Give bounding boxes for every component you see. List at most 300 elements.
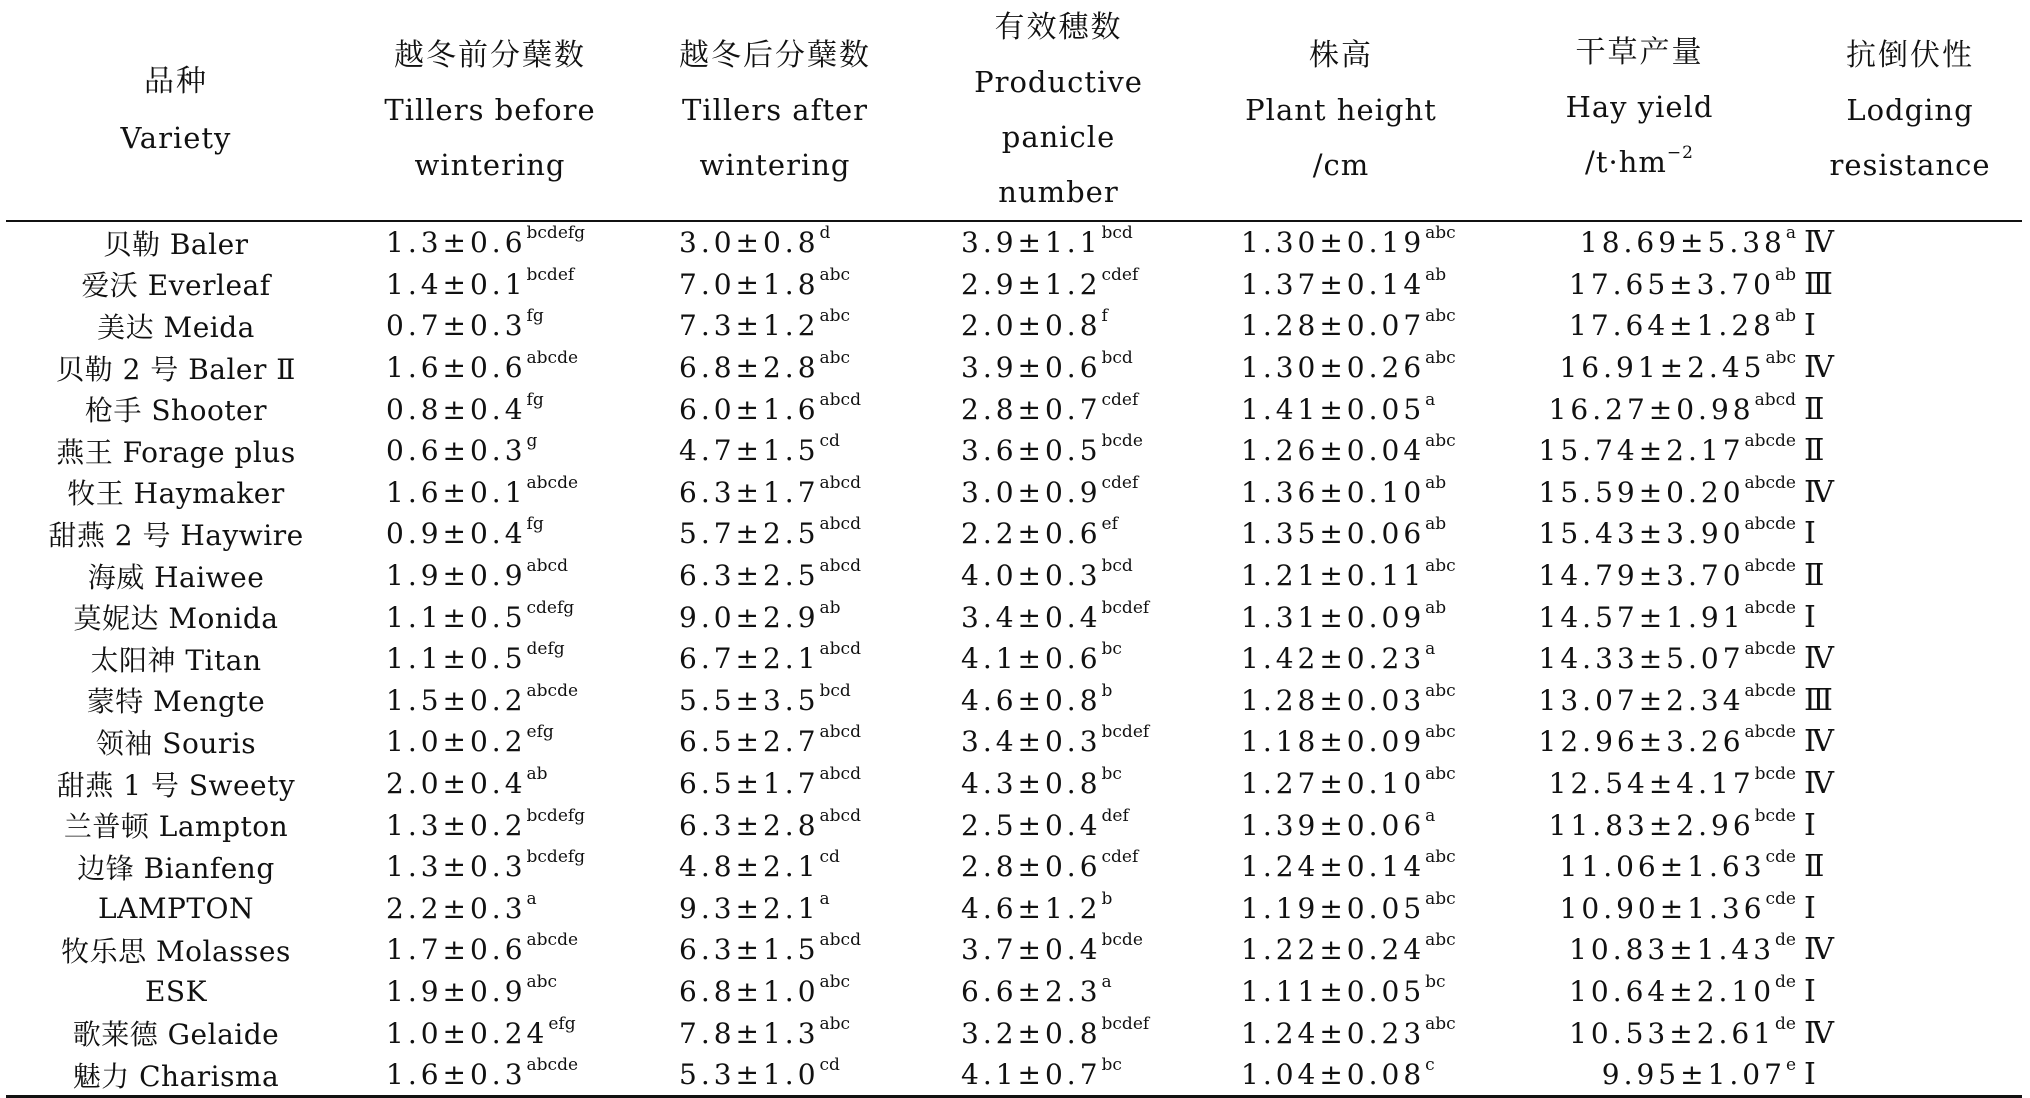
panicle-value: 6.6±2.3 (961, 974, 1102, 1008)
panicle-cell (916, 763, 1201, 805)
tillers-after-significance: abc (819, 306, 851, 327)
panicle-cell (916, 971, 1201, 1013)
panicle-value: 4.0±0.3 (961, 559, 1102, 593)
hay-yield-value: 16.91±2.45 (1559, 351, 1766, 385)
header-hay-en2-wrap (1481, 135, 1798, 195)
tillers-after-cell (634, 680, 916, 722)
tillers-before-cell (346, 971, 634, 1013)
panicle-significance: b (1101, 680, 1113, 701)
tillers-after-significance: abcd (819, 805, 861, 826)
tillers-before-value: 1.0±0.2 (386, 725, 527, 759)
tillers-after-significance: abcd (819, 722, 861, 743)
tillers-after-cell (634, 513, 916, 555)
tillers-before-value: 2.2±0.3 (386, 891, 527, 925)
hay-yield-value: 14.57±1.91 (1538, 600, 1745, 634)
tillers-before-value: 1.4±0.1 (386, 267, 527, 301)
plant-height-cell (1201, 1054, 1481, 1097)
tillers-after-cell (634, 1012, 916, 1054)
tillers-before-value: 1.1±0.5 (386, 642, 527, 676)
variety-performance-table (6, 0, 2022, 1098)
tillers-before-significance: abcde (526, 680, 579, 701)
hay-yield-significance: abcde (1744, 431, 1796, 452)
lodging-cell: Ⅳ (1804, 474, 1834, 510)
plant-height-value: 1.28±0.07 (1241, 309, 1426, 343)
header-height (1201, 0, 1481, 221)
header-lodging (1798, 0, 2022, 221)
panicle-value: 4.6±0.8 (961, 683, 1102, 717)
panicle-cell (916, 680, 1201, 722)
panicle-significance: bcd (1101, 556, 1133, 577)
lodging-cell: Ⅲ (1804, 266, 1833, 302)
hay-yield-cell (1481, 846, 1798, 888)
header-lodging-en2: resistance (1829, 147, 1991, 182)
tillers-after-value: 9.0±2.9 (679, 600, 820, 634)
tillers-after-significance: abc (819, 348, 851, 369)
panicle-significance: bcd (1101, 223, 1133, 244)
tillers-after-significance: abc (819, 1013, 851, 1034)
variety-cell: 美达 Meida (97, 310, 255, 344)
hay-yield-significance: de (1775, 930, 1796, 951)
hay-yield-value: 12.54±4.17 (1548, 767, 1755, 801)
plant-height-cell (1201, 929, 1481, 971)
tillers-before-cell (346, 888, 634, 930)
table-row (6, 513, 2022, 555)
tillers-after-cell (634, 763, 916, 805)
tillers-after-significance: abcd (819, 930, 861, 951)
hay-yield-cell (1481, 680, 1798, 722)
tillers-before-cell (346, 472, 634, 514)
panicle-value: 3.7±0.4 (961, 933, 1102, 967)
tillers-after-value: 4.7±1.5 (679, 434, 820, 468)
plant-height-value: 1.41±0.05 (1241, 392, 1426, 426)
table-row (6, 430, 2022, 472)
tillers-before-value: 1.6±0.1 (386, 475, 527, 509)
hay-yield-cell (1481, 1054, 1798, 1097)
hay-yield-cell (1481, 929, 1798, 971)
tillers-after-value: 6.8±1.0 (679, 974, 820, 1008)
panicle-significance: bcde (1101, 930, 1143, 951)
tillers-after-cell (634, 430, 916, 472)
plant-height-significance: abc (1425, 930, 1456, 951)
hay-yield-value: 14.33±5.07 (1538, 642, 1745, 676)
plant-height-value: 1.28±0.03 (1241, 683, 1426, 717)
plant-height-value: 1.24±0.23 (1241, 1016, 1426, 1050)
tillers-before-value: 0.6±0.3 (386, 434, 527, 468)
plant-height-significance: abc (1425, 223, 1456, 244)
header-hay-en2-sup: −2 (1666, 143, 1694, 163)
hay-yield-cell (1481, 430, 1798, 472)
panicle-cell (916, 929, 1201, 971)
panicle-significance: cdef (1101, 847, 1139, 868)
variety-cell: 甜燕 1 号 Sweety (56, 768, 296, 802)
panicle-cell (916, 305, 1201, 347)
hay-yield-significance: de (1775, 971, 1796, 992)
header-panicle (916, 0, 1201, 221)
header-hay-zh: 干草产量 (1575, 35, 1704, 70)
tillers-after-significance: abcd (819, 556, 861, 577)
tillers-before-value: 1.3±0.6 (386, 226, 527, 260)
panicle-significance: def (1101, 805, 1129, 826)
variety-cell: 魅力 Charisma (6, 1054, 346, 1097)
hay-yield-value: 11.06±1.63 (1559, 850, 1766, 884)
panicle-significance: bcdef (1101, 597, 1150, 618)
panicle-cell (916, 638, 1201, 680)
table-row (6, 721, 2022, 763)
lodging-cell: Ⅱ (1804, 558, 1825, 594)
plant-height-value: 1.31±0.09 (1241, 600, 1426, 634)
tillers-before-significance: fg (526, 389, 544, 410)
tillers-after-significance: abcd (819, 764, 861, 785)
tillers-before-value: 1.1±0.5 (386, 600, 527, 634)
plant-height-significance: ab (1425, 472, 1447, 493)
header-tillers-after-en1: Tillers after (682, 92, 868, 127)
tillers-after-cell (634, 721, 916, 763)
tillers-after-cell (634, 638, 916, 680)
hay-yield-value: 14.79±3.70 (1538, 559, 1745, 593)
tillers-before-cell (346, 221, 634, 264)
plant-height-significance: a (1425, 389, 1436, 410)
tillers-after-cell (634, 929, 916, 971)
panicle-value: 3.9±1.1 (961, 226, 1102, 260)
panicle-cell (916, 264, 1201, 306)
tillers-before-cell (346, 638, 634, 680)
hay-yield-significance: abcde (1744, 597, 1796, 618)
table-row (6, 596, 2022, 638)
hay-yield-cell (1481, 721, 1798, 763)
hay-yield-significance: e (1785, 1055, 1796, 1076)
panicle-value: 3.4±0.3 (961, 725, 1102, 759)
panicle-significance: bcdef (1101, 1013, 1150, 1034)
panicle-cell (916, 513, 1201, 555)
tillers-before-cell (346, 929, 634, 971)
panicle-cell (916, 804, 1201, 846)
variety-cell: 牧王 Haymaker (67, 477, 285, 511)
panicle-significance: bc (1101, 639, 1122, 660)
variety-cell: 兰普顿 Lampton (63, 810, 289, 844)
hay-yield-value: 11.83±2.96 (1548, 808, 1755, 842)
panicle-value: 2.5±0.4 (961, 808, 1102, 842)
panicle-value: 4.3±0.8 (961, 767, 1102, 801)
variety-cell: 枪手 Shooter (84, 394, 268, 428)
lodging-cell: Ⅳ (1804, 724, 1834, 760)
table-row (6, 221, 2022, 264)
variety-cell: 贝勒 2 号 Baler Ⅱ (56, 352, 296, 386)
tillers-before-value: 1.6±0.6 (386, 351, 527, 385)
plant-height-cell (1201, 888, 1481, 930)
plant-height-cell (1201, 555, 1481, 597)
tillers-before-significance: fg (526, 514, 544, 535)
hay-yield-cell (1481, 804, 1798, 846)
tillers-before-cell (346, 264, 634, 306)
plant-height-cell (1201, 763, 1481, 805)
tillers-before-significance: defg (526, 639, 565, 660)
tillers-after-significance: abcd (819, 639, 861, 660)
panicle-significance: a (1101, 971, 1112, 992)
tillers-after-value: 6.3±1.5 (679, 933, 820, 967)
tillers-before-significance: bcdefg (526, 847, 586, 868)
tillers-before-significance: efg (548, 1013, 576, 1034)
tillers-before-value: 2.0±0.4 (386, 767, 527, 801)
hay-yield-significance: a (1785, 223, 1796, 244)
hay-yield-cell (1481, 555, 1798, 597)
tillers-after-significance: cd (819, 847, 840, 868)
tillers-after-value: 7.0±1.8 (679, 267, 820, 301)
tillers-after-cell (634, 971, 916, 1013)
table-row (6, 388, 2022, 430)
tillers-before-significance: abcde (526, 348, 579, 369)
tillers-before-significance: abc (526, 971, 558, 992)
tillers-before-value: 1.9±0.9 (386, 559, 527, 593)
hay-yield-value: 17.65±3.70 (1569, 267, 1775, 301)
tillers-before-significance: bcdefg (526, 223, 586, 244)
table-row (6, 305, 2022, 347)
tillers-after-value: 6.0±1.6 (679, 392, 820, 426)
variety-cell: LAMPTON (98, 891, 254, 925)
tillers-before-cell (346, 305, 634, 347)
tillers-after-cell (634, 1054, 916, 1097)
panicle-value: 3.9±0.6 (961, 351, 1102, 385)
tillers-after-value: 6.3±1.7 (679, 475, 820, 509)
tillers-before-significance: bcdef (526, 264, 575, 285)
tillers-before-cell (346, 596, 634, 638)
tillers-after-value: 6.5±2.7 (679, 725, 820, 759)
header-variety-en: Variety (120, 121, 232, 155)
lodging-cell: Ⅰ (1804, 599, 1816, 635)
variety-cell: 爱沃 Everleaf (81, 269, 271, 303)
panicle-cell (916, 347, 1201, 389)
plant-height-value: 1.22±0.24 (1241, 933, 1426, 967)
panicle-cell (916, 846, 1201, 888)
plant-height-cell (1201, 305, 1481, 347)
variety-cell: 甜燕 2 号 Haywire (48, 518, 304, 552)
panicle-significance: ef (1101, 514, 1118, 535)
hay-yield-significance: abcd (1754, 389, 1796, 410)
tillers-after-cell (634, 846, 916, 888)
panicle-cell (916, 1012, 1201, 1054)
tillers-after-significance: cd (819, 431, 840, 452)
plant-height-significance: a (1425, 639, 1436, 660)
table-row (6, 929, 2022, 971)
plant-height-value: 1.37±0.14 (1241, 267, 1426, 301)
plant-height-value: 1.30±0.26 (1241, 351, 1426, 385)
panicle-significance: cdef (1101, 264, 1139, 285)
header-lodging-zh: 抗倒伏性 (1846, 37, 1974, 73)
table-row (6, 347, 2022, 389)
header-row (6, 0, 2022, 221)
plant-height-significance: abc (1425, 556, 1456, 577)
tillers-before-significance: abcde (526, 930, 579, 951)
plant-height-value: 1.39±0.06 (1241, 808, 1426, 842)
plant-height-cell (1201, 221, 1481, 264)
tillers-before-cell (346, 1054, 634, 1097)
panicle-significance: bcde (1101, 431, 1143, 452)
plant-height-value: 1.30±0.19 (1241, 226, 1426, 260)
hay-yield-significance: abcde (1744, 514, 1796, 535)
panicle-value: 3.4±0.4 (961, 600, 1102, 634)
table-row (6, 555, 2022, 597)
lodging-cell: Ⅰ (1804, 973, 1816, 1009)
hay-yield-cell (1481, 347, 1798, 389)
panicle-cell (916, 221, 1201, 264)
tillers-after-cell (634, 305, 916, 347)
lodging-cell: Ⅳ (1804, 641, 1834, 677)
hay-yield-significance: de (1775, 1013, 1796, 1034)
tillers-before-cell (346, 388, 634, 430)
tillers-after-cell (634, 596, 916, 638)
plant-height-cell (1201, 347, 1481, 389)
panicle-value: 3.2±0.8 (961, 1016, 1102, 1050)
plant-height-value: 1.11±0.05 (1241, 974, 1426, 1008)
panicle-cell (916, 596, 1201, 638)
plant-height-significance: abc (1425, 348, 1456, 369)
panicle-significance: cdef (1101, 472, 1139, 493)
hay-yield-cell (1481, 513, 1798, 555)
tillers-after-value: 4.8±2.1 (679, 850, 820, 884)
header-tillers-after-zh: 越冬后分蘖数 (679, 37, 871, 73)
tillers-before-value: 0.9±0.4 (386, 517, 527, 551)
plant-height-significance: bc (1425, 971, 1446, 992)
variety-cell: ESK (144, 974, 208, 1008)
lodging-cell: Ⅰ (1804, 890, 1816, 926)
plant-height-value: 1.24±0.14 (1241, 850, 1426, 884)
table-row (6, 638, 2022, 680)
plant-height-value: 1.04±0.08 (1241, 1058, 1426, 1092)
tillers-after-significance: abc (819, 264, 851, 285)
tillers-after-significance: a (819, 888, 830, 909)
panicle-value: 2.2±0.6 (961, 517, 1102, 551)
hay-yield-value: 10.83±1.43 (1569, 933, 1776, 967)
hay-yield-significance: cde (1765, 888, 1796, 909)
header-panicle-en1: Productive panicle (974, 65, 1143, 154)
header-variety (6, 0, 346, 221)
hay-yield-value: 18.69±5.38 (1579, 226, 1786, 260)
tillers-before-cell (346, 763, 634, 805)
tillers-after-significance: abcd (819, 389, 861, 410)
hay-yield-significance: abcde (1744, 556, 1796, 577)
tillers-before-significance: abcde (526, 472, 579, 493)
plant-height-cell (1201, 971, 1481, 1013)
hay-yield-value: 10.53±2.61 (1569, 1016, 1776, 1050)
variety-cell: 歌莱德 Gelaide (72, 1018, 280, 1052)
panicle-value: 3.0±0.9 (961, 475, 1102, 509)
plant-height-cell (1201, 638, 1481, 680)
plant-height-significance: abc (1425, 306, 1456, 327)
tillers-before-significance: abcd (526, 556, 568, 577)
panicle-significance: b (1101, 888, 1113, 909)
variety-cell: 牧乐思 Molasses (61, 934, 291, 968)
tillers-before-significance: g (526, 431, 538, 452)
variety-cell: 燕王 Forage plus (56, 435, 296, 469)
lodging-cell: Ⅲ (1804, 682, 1833, 718)
plant-height-significance: abc (1425, 431, 1456, 452)
tillers-before-value: 1.3±0.2 (386, 808, 527, 842)
hay-yield-significance: abc (1765, 348, 1796, 369)
tillers-before-cell (346, 804, 634, 846)
panicle-value: 4.6±1.2 (961, 891, 1102, 925)
table-row (6, 763, 2022, 805)
plant-height-value: 1.21±0.11 (1241, 559, 1426, 593)
plant-height-value: 1.18±0.09 (1241, 725, 1426, 759)
tillers-before-cell (346, 513, 634, 555)
tillers-after-value: 7.3±1.2 (679, 309, 820, 343)
hay-yield-cell (1481, 638, 1798, 680)
header-tillers-after-en2: wintering (699, 147, 851, 182)
hay-yield-cell (1481, 596, 1798, 638)
tillers-before-cell (346, 1012, 634, 1054)
tillers-after-value: 6.3±2.5 (679, 559, 820, 593)
tillers-after-significance: abc (819, 971, 851, 992)
plant-height-cell (1201, 430, 1481, 472)
hay-yield-value: 17.64±1.28 (1569, 309, 1775, 343)
table-row (6, 1054, 2022, 1097)
tillers-after-cell (634, 221, 916, 264)
hay-yield-cell (1481, 264, 1798, 306)
table-row (6, 472, 2022, 514)
table-row (6, 971, 2022, 1013)
header-panicle-en2: number (998, 175, 1119, 209)
hay-yield-significance: ab (1774, 306, 1796, 327)
variety-cell: 边锋 Bianfeng (77, 851, 275, 885)
tillers-after-cell (634, 888, 916, 930)
tillers-after-significance: abcd (819, 472, 861, 493)
header-panicle-zh: 有效穗数 (994, 10, 1123, 45)
lodging-cell: Ⅱ (1804, 391, 1825, 427)
hay-yield-significance: abcde (1744, 639, 1796, 660)
table-row (6, 680, 2022, 722)
table-row (6, 264, 2022, 306)
plant-height-cell (1201, 804, 1481, 846)
lodging-cell: Ⅱ (1804, 849, 1825, 885)
variety-cell: 太阳神 Titan (90, 643, 262, 677)
tillers-after-significance: bcd (819, 680, 851, 701)
tillers-before-significance: abcde (526, 1055, 579, 1076)
tillers-before-cell (346, 430, 634, 472)
tillers-before-value: 0.8±0.4 (386, 392, 527, 426)
tillers-after-significance: ab (819, 597, 841, 618)
panicle-cell (916, 888, 1201, 930)
tillers-after-value: 5.3±1.0 (679, 1058, 820, 1092)
tillers-after-value: 6.7±2.1 (679, 642, 820, 676)
tillers-before-value: 1.9±0.9 (386, 974, 527, 1008)
tillers-after-significance: d (819, 223, 831, 244)
tillers-after-cell (634, 347, 916, 389)
panicle-cell (916, 388, 1201, 430)
lodging-cell: Ⅰ (1804, 308, 1816, 344)
lodging-cell: Ⅳ (1804, 766, 1834, 802)
tillers-after-significance: cd (819, 1055, 840, 1076)
header-hay-en1: Hay yield (1565, 90, 1714, 124)
panicle-cell (916, 1054, 1201, 1097)
hay-yield-value: 15.43±3.90 (1538, 517, 1745, 551)
tillers-after-cell (634, 264, 916, 306)
variety-cell: 贝勒 Baler (103, 227, 249, 261)
panicle-value: 4.1±0.6 (961, 642, 1102, 676)
panicle-value: 2.8±0.6 (961, 850, 1102, 884)
tillers-after-value: 6.3±2.8 (679, 808, 820, 842)
header-tillers-after (634, 0, 916, 221)
tillers-after-cell (634, 555, 916, 597)
tillers-after-value: 5.7±2.5 (679, 517, 820, 551)
tillers-before-value: 1.6±0.3 (386, 1058, 527, 1092)
plant-height-cell (1201, 264, 1481, 306)
panicle-value: 2.8±0.7 (961, 392, 1102, 426)
tillers-before-cell (346, 680, 634, 722)
lodging-cell: Ⅰ (1798, 1054, 2022, 1097)
plant-height-cell (1201, 680, 1481, 722)
tillers-before-significance: cdefg (526, 597, 575, 618)
hay-yield-significance: bcde (1754, 805, 1796, 826)
plant-height-value: 1.42±0.23 (1241, 642, 1426, 676)
